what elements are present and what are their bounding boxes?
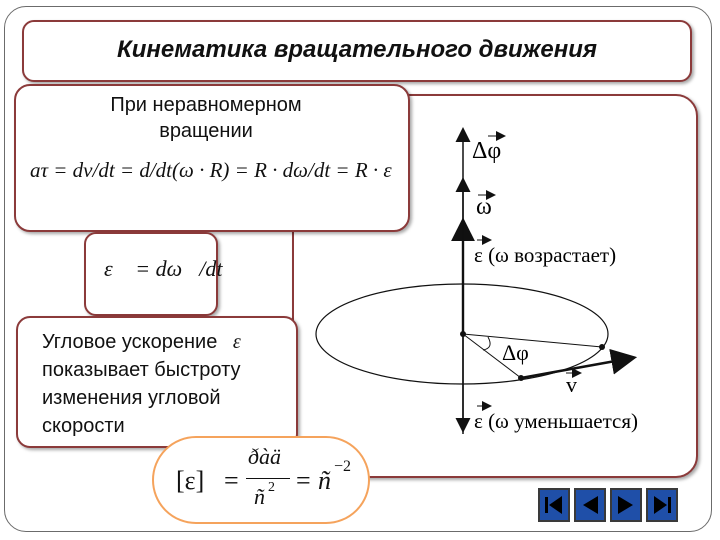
radius-1 — [463, 334, 602, 347]
units-eq1: = — [224, 466, 239, 495]
label-v: v — [566, 372, 577, 397]
next-slide-icon — [612, 490, 640, 520]
box3-line1: Угловое ускорение — [42, 331, 218, 353]
label-eps-down: ε (ω уменьшается) — [474, 409, 639, 433]
units-lhs: [ε] — [176, 466, 205, 495]
units-den: ñ — [254, 484, 265, 509]
label-omega: ω — [476, 194, 492, 220]
box1-line1: При неравномерном — [110, 94, 302, 116]
label-dphi-vec: Δφ — [472, 138, 502, 164]
units-box — [152, 436, 370, 524]
units-num: ðàä — [248, 444, 281, 469]
first-slide-icon — [540, 490, 568, 520]
next-slide-button[interactable] — [610, 488, 642, 522]
units-rhs-exp: −2 — [334, 458, 352, 475]
angular-accel-description — [42, 328, 282, 440]
units-eq2: = — [296, 466, 311, 495]
angular-accel-formula: ε⃗ = dω⃗/dt — [104, 256, 223, 281]
last-slide-button[interactable] — [646, 488, 678, 522]
angular-accel-def-box — [84, 232, 223, 316]
box3-line2: показывает быстроту — [42, 359, 241, 381]
units-den-exp: 2 — [268, 480, 275, 495]
box3-line3: изменения угловой — [42, 387, 221, 409]
box3-line4: скорости — [42, 415, 125, 437]
label-dphi: Δφ — [502, 340, 529, 365]
box1-line2: вращении — [159, 120, 253, 142]
slide-title: Кинематика вращательного движения — [117, 36, 597, 63]
nonuniform-rotation-box — [14, 84, 410, 232]
units-rhs: ñ — [318, 466, 331, 495]
point-a — [599, 344, 605, 350]
label-eps-up: ε (ω возрастает) — [474, 243, 617, 267]
previous-slide-button[interactable] — [574, 488, 606, 522]
tangential-accel-formula: aτ = dv/dt = d/dt(ω · R) = R · dω/dt = R · ε — [30, 158, 392, 182]
previous-slide-icon — [576, 490, 604, 520]
last-slide-icon — [648, 490, 676, 520]
angular-accel-text-box — [16, 316, 298, 448]
eps-symbol: ε⃗ — [232, 331, 257, 353]
dphi-arc — [483, 337, 490, 350]
fraction-bar — [246, 478, 290, 479]
point-center — [460, 331, 466, 337]
first-slide-button[interactable] — [538, 488, 570, 522]
